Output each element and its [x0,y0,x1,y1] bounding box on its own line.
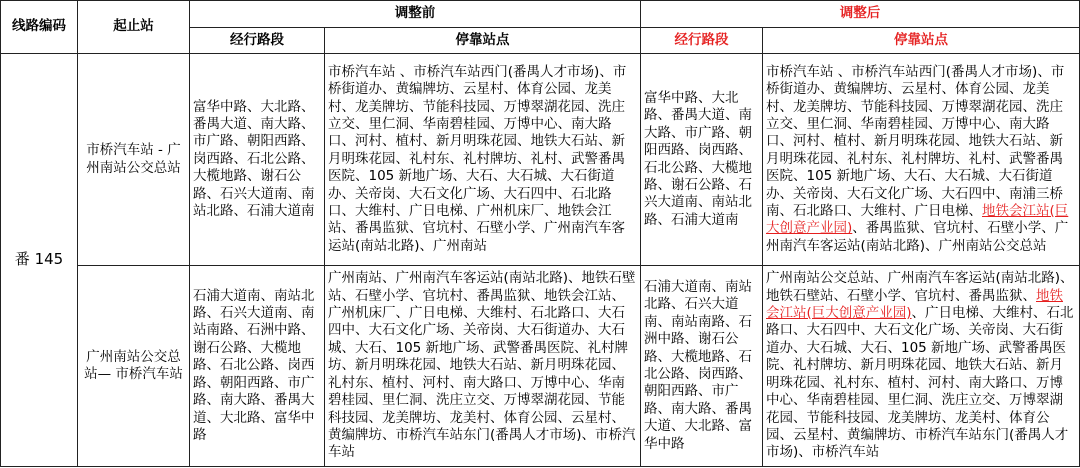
after-stops-text: 广州南站公交总站、广州南汽车客运站(南站北路)、地铁石壁站、石壁小学、官坑村、番禺监狱、 [766,270,1074,304]
after-stops-cell [763,54,1080,266]
after-stops-text: 、番禺监狱、官坑村、石壁小学、广州南汽车客运站(南站北路)、广州南站公交总站 [766,220,1069,254]
terminals-cell: 市桥汽车站 - 广州南站公交总站 [78,54,190,266]
before-path-cell: 石浦大道南、南站北路、石兴大道南、南站南路、石洲中路、谢石公路、大榄地路、石北公路、岗西路、朝阳西路、市广路、南大路、番禺大道、大北路、富华中路 [190,266,325,467]
header-after: 调整后 [641,1,1080,28]
header-before: 调整前 [190,1,641,28]
header-route-code: 线路编码 [1,1,78,54]
header-after-stops: 停靠站点 [763,28,1080,54]
after-path-cell: 石浦大道南、南站北路、石兴大道南、南站南路、石洲中路、谢石公路、大榄地路、石北公路、岗西路、朝阳西路、市广路、南大路、番禺大道、大北路、富华中路 [641,266,763,467]
after-stops-cell [763,266,1080,467]
route-code-cell: 番 145 [1,54,78,467]
before-stops-cell: 广州南站、广州南汽车客运站(南站北路)、地铁石壁站、石壁小学、官坑村、番禺监狱、地铁会江站、广州机床厂、广日电梯、大维村、石北路口、大石四中、大石文化广场、关帝岗、大石街道办、大石城、大石、105 新地广场、武警番禺医院、礼村牌坊、新月明珠花园、地铁大石站、新月明珠花园、礼村东、植村、河村、南大路口、万博中心、华南碧桂园、里仁洞、洗庄立交、万博翠湖花园、节能科技园、龙美牌坊、龙美村、体育公园、云星村、黄编牌坊、市桥汽车站东门(番禺人才市场)、市桥汽车站 [325,266,641,467]
terminals-cell: 广州南站公交总站— 市桥汽车站 [78,266,190,467]
header-terminals: 起止站 [78,1,190,54]
after-path-cell: 富华中路、大北路、番禺大道、南大路、市广路、朝阳西路、岗西路、石北公路、大榄地路、谢石公路、石兴大道南、南站北路、石浦大道南 [641,54,763,266]
before-stops-cell: 市桥汽车站 、市桥汽车站西门(番禺人才市场)、市桥街道办、黄编牌坊、云星村、体育公园、龙美村、龙美牌坊、节能科技园、万博翠湖花园、洗庄立交、里仁洞、华南碧桂园、万博中心、南大路口、河村、植村、新月明珠花园、地铁大石站、新月明珠花园、礼村东、礼村牌坊、礼村、武警番禺医院、105 新地广场、大石、大石城、大石街道办、关帝岗、大石文化广场、大石四中、石北路口、大维村、广日电梯、广州机床厂、地铁会江站、番禺监狱、官坑村、石壁小学、广州南汽车客运站(南站北路)、广州南站 [325,54,641,266]
highlighted-stop: 地铁会江站(巨大创意产业园) [766,203,1069,237]
header-after-path: 经行路段 [641,28,763,54]
header-before-path: 经行路段 [190,28,325,54]
before-path-cell: 富华中路、大北路、番禺大道、南大路、市广路、朝阳西路、岗西路、石北公路、大榄地路、谢石公路、石兴大道南、南站北路、石浦大道南 [190,54,325,266]
after-stops-text: 、广日电梯、大维村、石北路口、大石四中、大石文化广场、关帝岗、大石街道办、大石城、大石、105 新地广场、武警番禺医院、礼村牌坊、新月明珠花园、地铁大石站、新月明珠花园、礼村东、植村、河村、南大路口、万博中心、华南碧桂园、里仁洞、洗庄立交、万博翠湖花园、节能科技园、龙美牌坊、龙美村、体育公园、云星村、黄编牌坊、市桥汽车站东门(番禺人才市场)、市桥汽车站 [766,305,1074,461]
header-before-stops: 停靠站点 [325,28,641,54]
table-row [1,54,1080,266]
after-stops-text: 市桥汽车站 、市桥汽车站西门(番禺人才市场)、市桥街道办、黄编牌坊、云星村、体育公园、龙美村、龙美牌坊、节能科技园、万博翠湖花园、洗庄立交、里仁洞、华南碧桂园、万博中心、南大路口、河村、植村、新月明珠花园、地铁大石站、新月明珠花园、礼村东、礼村牌坊、礼村、武警番禺医院、105 新地广场、大石、大石城、大石街道办、关帝岗、大石文化广场、大石四中、南浦三桥南、石北路口、大维村、广日电梯、 [766,63,1065,220]
highlighted-stop: 地铁会江站(巨大创意产业园) [766,287,1063,322]
table-row [1,266,1080,467]
